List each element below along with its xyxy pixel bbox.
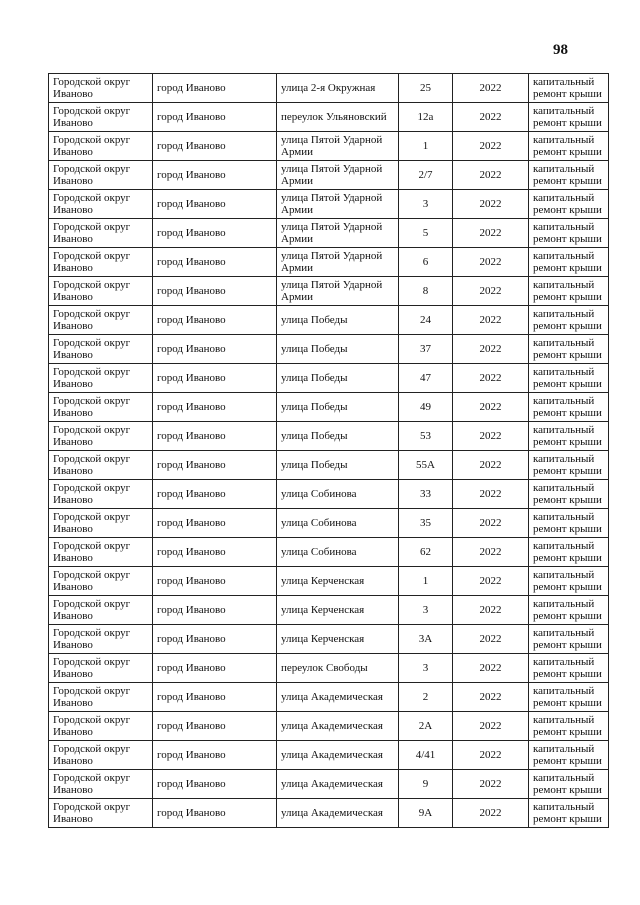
cell-year: 2022 xyxy=(453,248,529,277)
cell-house-number: 3 xyxy=(399,654,453,683)
cell-year: 2022 xyxy=(453,451,529,480)
cell-street: улица Академическая xyxy=(277,712,399,741)
table-row xyxy=(49,248,609,277)
cell-work-type: капитальный ремонт крыши xyxy=(529,277,609,306)
cell-house-number: 4/41 xyxy=(399,741,453,770)
cell-work-type: капитальный ремонт крыши xyxy=(529,538,609,567)
cell-work-type: капитальный ремонт крыши xyxy=(529,190,609,219)
cell-year: 2022 xyxy=(453,335,529,364)
cell-city: город Иваново xyxy=(153,596,277,625)
cell-okrug: Городской округ Иваново xyxy=(49,190,153,219)
cell-city: город Иваново xyxy=(153,335,277,364)
cell-street: улица Пятой Ударной Армии xyxy=(277,190,399,219)
cell-okrug: Городской округ Иваново xyxy=(49,422,153,451)
cell-house-number: 47 xyxy=(399,364,453,393)
cell-okrug: Городской округ Иваново xyxy=(49,306,153,335)
cell-work-type: капитальный ремонт крыши xyxy=(529,625,609,654)
cell-street: улица Собинова xyxy=(277,509,399,538)
cell-street: улица Собинова xyxy=(277,538,399,567)
cell-year: 2022 xyxy=(453,683,529,712)
cell-work-type: капитальный ремонт крыши xyxy=(529,741,609,770)
cell-work-type: капитальный ремонт крыши xyxy=(529,509,609,538)
cell-street: улица Керченская xyxy=(277,596,399,625)
cell-work-type: капитальный ремонт крыши xyxy=(529,219,609,248)
cell-year: 2022 xyxy=(453,741,529,770)
cell-year: 2022 xyxy=(453,103,529,132)
cell-work-type: капитальный ремонт крыши xyxy=(529,683,609,712)
cell-work-type: капитальный ремонт крыши xyxy=(529,451,609,480)
cell-city: город Иваново xyxy=(153,190,277,219)
table-row xyxy=(49,393,609,422)
table-row xyxy=(49,625,609,654)
cell-city: город Иваново xyxy=(153,422,277,451)
table-row xyxy=(49,596,609,625)
cell-house-number: 1 xyxy=(399,132,453,161)
cell-house-number: 33 xyxy=(399,480,453,509)
cell-house-number: 55А xyxy=(399,451,453,480)
cell-okrug: Городской округ Иваново xyxy=(49,277,153,306)
table-row xyxy=(49,219,609,248)
cell-okrug: Городской округ Иваново xyxy=(49,393,153,422)
cell-street: переулок Ульяновский xyxy=(277,103,399,132)
cell-street: улица Победы xyxy=(277,364,399,393)
cell-city: город Иваново xyxy=(153,770,277,799)
cell-year: 2022 xyxy=(453,364,529,393)
cell-year: 2022 xyxy=(453,596,529,625)
cell-year: 2022 xyxy=(453,422,529,451)
cell-okrug: Городской округ Иваново xyxy=(49,654,153,683)
cell-street: улица 2-я Окружная xyxy=(277,74,399,103)
table-row xyxy=(49,161,609,190)
cell-house-number: 9 xyxy=(399,770,453,799)
cell-city: город Иваново xyxy=(153,132,277,161)
cell-city: город Иваново xyxy=(153,480,277,509)
cell-okrug: Городской округ Иваново xyxy=(49,683,153,712)
cell-work-type: капитальный ремонт крыши xyxy=(529,306,609,335)
cell-year: 2022 xyxy=(453,219,529,248)
cell-year: 2022 xyxy=(453,132,529,161)
table-row xyxy=(49,538,609,567)
cell-work-type: капитальный ремонт крыши xyxy=(529,480,609,509)
table-row xyxy=(49,335,609,364)
cell-city: город Иваново xyxy=(153,248,277,277)
cell-street: улица Победы xyxy=(277,335,399,364)
cell-work-type: капитальный ремонт крыши xyxy=(529,103,609,132)
cell-year: 2022 xyxy=(453,712,529,741)
cell-house-number: 24 xyxy=(399,306,453,335)
table-row xyxy=(49,567,609,596)
table-row xyxy=(49,712,609,741)
cell-house-number: 62 xyxy=(399,538,453,567)
cell-street: улица Пятой Ударной Армии xyxy=(277,161,399,190)
cell-okrug: Городской округ Иваново xyxy=(49,770,153,799)
table-row xyxy=(49,306,609,335)
cell-city: город Иваново xyxy=(153,277,277,306)
cell-work-type: капитальный ремонт крыши xyxy=(529,799,609,828)
cell-okrug: Городской округ Иваново xyxy=(49,451,153,480)
cell-okrug: Городской округ Иваново xyxy=(49,103,153,132)
cell-city: город Иваново xyxy=(153,74,277,103)
cell-year: 2022 xyxy=(453,277,529,306)
cell-year: 2022 xyxy=(453,74,529,103)
cell-house-number: 3 xyxy=(399,190,453,219)
cell-okrug: Городской округ Иваново xyxy=(49,509,153,538)
cell-street: улица Победы xyxy=(277,451,399,480)
cell-okrug: Городской округ Иваново xyxy=(49,712,153,741)
cell-year: 2022 xyxy=(453,799,529,828)
table-row xyxy=(49,770,609,799)
cell-okrug: Городской округ Иваново xyxy=(49,799,153,828)
cell-year: 2022 xyxy=(453,393,529,422)
table-row xyxy=(49,654,609,683)
cell-okrug: Городской округ Иваново xyxy=(49,741,153,770)
cell-city: город Иваново xyxy=(153,538,277,567)
cell-work-type: капитальный ремонт крыши xyxy=(529,596,609,625)
table-row xyxy=(49,741,609,770)
cell-city: город Иваново xyxy=(153,683,277,712)
cell-year: 2022 xyxy=(453,480,529,509)
page-number: 98 xyxy=(553,42,568,58)
cell-year: 2022 xyxy=(453,567,529,596)
cell-city: город Иваново xyxy=(153,306,277,335)
cell-work-type: капитальный ремонт крыши xyxy=(529,712,609,741)
cell-city: город Иваново xyxy=(153,567,277,596)
cell-year: 2022 xyxy=(453,654,529,683)
cell-street: улица Керченская xyxy=(277,625,399,654)
cell-city: город Иваново xyxy=(153,625,277,654)
table-row xyxy=(49,480,609,509)
cell-okrug: Городской округ Иваново xyxy=(49,335,153,364)
cell-work-type: капитальный ремонт крыши xyxy=(529,567,609,596)
cell-work-type: капитальный ремонт крыши xyxy=(529,393,609,422)
table-row xyxy=(49,683,609,712)
cell-city: город Иваново xyxy=(153,799,277,828)
cell-city: город Иваново xyxy=(153,509,277,538)
cell-city: город Иваново xyxy=(153,364,277,393)
cell-work-type: капитальный ремонт крыши xyxy=(529,74,609,103)
cell-house-number: 6 xyxy=(399,248,453,277)
table-row xyxy=(49,74,609,103)
cell-street: улица Победы xyxy=(277,306,399,335)
cell-okrug: Городской округ Иваново xyxy=(49,480,153,509)
cell-okrug: Городской округ Иваново xyxy=(49,538,153,567)
cell-okrug: Городской округ Иваново xyxy=(49,74,153,103)
cell-city: город Иваново xyxy=(153,161,277,190)
cell-okrug: Городской округ Иваново xyxy=(49,161,153,190)
cell-house-number: 8 xyxy=(399,277,453,306)
table-row xyxy=(49,799,609,828)
cell-street: улица Победы xyxy=(277,422,399,451)
cell-street: улица Академическая xyxy=(277,799,399,828)
cell-house-number: 49 xyxy=(399,393,453,422)
cell-house-number: 37 xyxy=(399,335,453,364)
cell-house-number: 53 xyxy=(399,422,453,451)
cell-okrug: Городской округ Иваново xyxy=(49,625,153,654)
cell-house-number: 2А xyxy=(399,712,453,741)
table-row xyxy=(49,451,609,480)
cell-city: город Иваново xyxy=(153,103,277,132)
cell-year: 2022 xyxy=(453,538,529,567)
cell-house-number: 2 xyxy=(399,683,453,712)
cell-street: улица Пятой Ударной Армии xyxy=(277,277,399,306)
cell-work-type: капитальный ремонт крыши xyxy=(529,654,609,683)
cell-house-number: 2/7 xyxy=(399,161,453,190)
table-row xyxy=(49,103,609,132)
table-row xyxy=(49,190,609,219)
cell-street: улица Академическая xyxy=(277,683,399,712)
cell-city: город Иваново xyxy=(153,451,277,480)
cell-work-type: капитальный ремонт крыши xyxy=(529,422,609,451)
table-row xyxy=(49,422,609,451)
cell-work-type: капитальный ремонт крыши xyxy=(529,248,609,277)
cell-year: 2022 xyxy=(453,190,529,219)
cell-city: город Иваново xyxy=(153,393,277,422)
cell-city: город Иваново xyxy=(153,712,277,741)
cell-year: 2022 xyxy=(453,509,529,538)
cell-okrug: Городской округ Иваново xyxy=(49,132,153,161)
cell-street: улица Собинова xyxy=(277,480,399,509)
cell-house-number: 1 xyxy=(399,567,453,596)
cell-street: переулок Свободы xyxy=(277,654,399,683)
cell-house-number: 5 xyxy=(399,219,453,248)
cell-year: 2022 xyxy=(453,625,529,654)
cell-street: улица Академическая xyxy=(277,741,399,770)
cell-work-type: капитальный ремонт крыши xyxy=(529,161,609,190)
table-row xyxy=(49,277,609,306)
cell-year: 2022 xyxy=(453,770,529,799)
cell-work-type: капитальный ремонт крыши xyxy=(529,364,609,393)
cell-work-type: капитальный ремонт крыши xyxy=(529,132,609,161)
table-row xyxy=(49,509,609,538)
cell-house-number: 35 xyxy=(399,509,453,538)
cell-city: город Иваново xyxy=(153,741,277,770)
cell-house-number: 3 xyxy=(399,596,453,625)
cell-house-number: 12а xyxy=(399,103,453,132)
cell-okrug: Городской округ Иваново xyxy=(49,567,153,596)
table-row xyxy=(49,364,609,393)
cell-street: улица Победы xyxy=(277,393,399,422)
cell-street: улица Керченская xyxy=(277,567,399,596)
cell-okrug: Городской округ Иваново xyxy=(49,596,153,625)
cell-city: город Иваново xyxy=(153,654,277,683)
repair-registry-table xyxy=(48,73,609,828)
cell-house-number: 9А xyxy=(399,799,453,828)
cell-work-type: капитальный ремонт крыши xyxy=(529,335,609,364)
cell-year: 2022 xyxy=(453,161,529,190)
cell-street: улица Пятой Ударной Армии xyxy=(277,219,399,248)
cell-okrug: Городской округ Иваново xyxy=(49,248,153,277)
cell-house-number: 25 xyxy=(399,74,453,103)
cell-city: город Иваново xyxy=(153,219,277,248)
cell-street: улица Пятой Ударной Армии xyxy=(277,132,399,161)
cell-house-number: 3А xyxy=(399,625,453,654)
cell-okrug: Городской округ Иваново xyxy=(49,364,153,393)
cell-street: улица Пятой Ударной Армии xyxy=(277,248,399,277)
table-row xyxy=(49,132,609,161)
cell-okrug: Городской округ Иваново xyxy=(49,219,153,248)
cell-year: 2022 xyxy=(453,306,529,335)
cell-work-type: капитальный ремонт крыши xyxy=(529,770,609,799)
cell-street: улица Академическая xyxy=(277,770,399,799)
